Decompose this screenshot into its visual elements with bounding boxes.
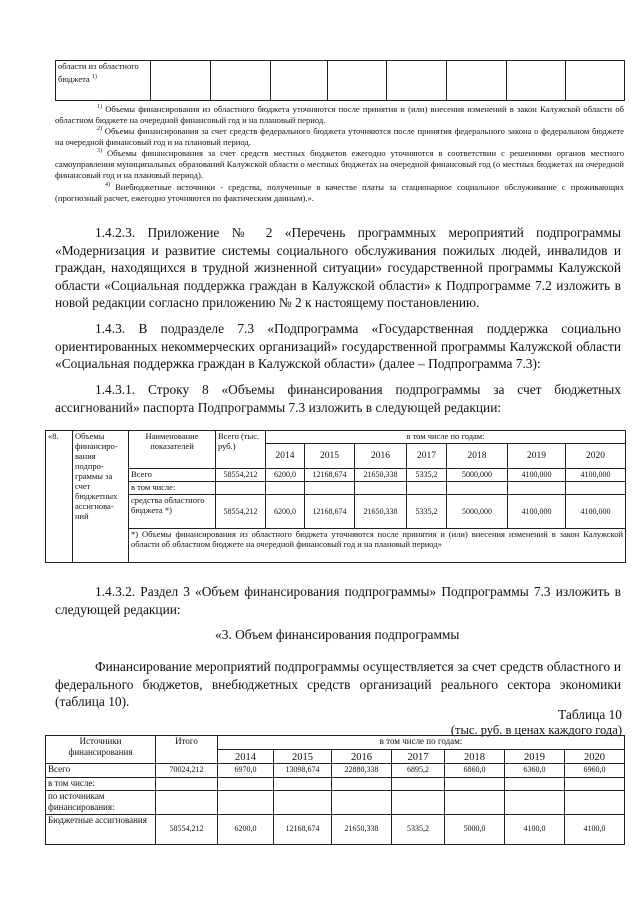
table-row: средства областного бюджета *) 58554,212 6200,0 12168,674 21650,338 5335,2 5000,000 4100,000 4100,000 bbox=[46, 495, 626, 529]
top-table-fragment bbox=[55, 60, 625, 101]
year-header: 2016 bbox=[332, 750, 392, 764]
paragraph-1-4-3: 1.4.3. В подразделе 7.3 «Подпрограмма «Государственная поддержка социально ориентированных некоммерческих организаций» государственной программы Калужской области «Социальная поддержка граждан в Калужской области» (далее – Подпрограмма 7.3): bbox=[55, 321, 621, 372]
col-total-header: Всего (тыс. руб.) bbox=[216, 431, 266, 469]
footnote-4: $^{4)}$ Внебюджетные источники - средства, полученные в качестве платы за стационарное социальное обслуживание с проживающих (прогнозный расчет, ежегодно уточняются по фактическим данным).». bbox=[55, 181, 624, 203]
paragraph-financing: Финансирование мероприятий подпрограммы осуществляется за счет средств областного и федерального бюджетов, внебюджетных средств организаций реального сектора экономики (таблица 10). bbox=[55, 659, 621, 710]
col-name-header: Наименование показателей bbox=[129, 431, 216, 469]
table-row: Всего 70024,212 6970,0 13098,674 22880,338 6895,2 6860,0 6360,0 6960,0 bbox=[46, 764, 625, 778]
row-number: «8. bbox=[46, 431, 73, 563]
table-note: *) Объемы финансирования из областного бюджета уточняются после принятия и (или) внесения изменений в закон Калужской области об областном бюджете на очередной финансовый год и на плановый период» bbox=[129, 529, 626, 563]
units-note: (тыс. руб. в ценах каждого года) bbox=[450, 723, 622, 737]
table-row: по источникам финансирования: bbox=[46, 791, 625, 815]
col-total-header: Итого bbox=[156, 736, 218, 764]
table-caption: Таблица 10 bbox=[558, 707, 622, 722]
footnote-2: $^{2)}$ Объемы финансирования за счет средств федерального бюджета уточняются после принятия федерального закона о федеральном бюджете на очередной финансовый год и на плановый период. bbox=[55, 125, 624, 147]
section-heading: «3. Объем финансирования подпрограммы bbox=[215, 627, 460, 642]
year-header: 2016 bbox=[355, 444, 407, 469]
year-header: 2019 bbox=[505, 750, 565, 764]
col-years-header: в том числе по годам: bbox=[218, 736, 625, 750]
paragraph-1-4-3-2: 1.4.3.2. Раздел 3 «Объем финансирования подпрограммы» Подпрограммы 7.3 изложить в следующей редакции: bbox=[55, 584, 621, 617]
footnote-1: $^{1)}$ Объемы финансирования из областного бюджета уточняются после принятия и (или) внесения изменений в закон Калужской области об областном бюджете на очередной финансовый год и на плановый период. bbox=[55, 103, 624, 125]
year-header: 2017 bbox=[392, 750, 445, 764]
year-header: 2017 bbox=[407, 444, 447, 469]
table-row: в том числе: bbox=[46, 482, 626, 495]
row-label: области из областного бюджета bbox=[58, 61, 139, 84]
table-row: Бюджетные ассигнования 58554,212 6200,0 12168,674 21650,338 5335,2 5000,0 4100,0 4100,0 bbox=[46, 815, 625, 845]
footnote-mark: 1) bbox=[91, 74, 97, 80]
year-header: 2014 bbox=[218, 750, 274, 764]
year-header: 2019 bbox=[508, 444, 566, 469]
year-header: 2015 bbox=[305, 444, 355, 469]
col-years-header: в том числе по годам: bbox=[266, 431, 626, 444]
year-header: 2015 bbox=[274, 750, 332, 764]
year-header: 2014 bbox=[266, 444, 305, 469]
table-row: Всего 58554,212 6200,0 12168,674 21650,338 5335,2 5000,000 4100,000 4100,000 bbox=[46, 469, 626, 482]
year-header: 2018 bbox=[447, 444, 508, 469]
paragraph-1-4-3-1: 1.4.3.1. Строку 8 «Объемы финансирования подпрограммы за счет бюджетных ассигнований» паспорта Подпрограммы 7.3 изложить в следующей редакции: bbox=[55, 382, 621, 415]
row-label-cell bbox=[56, 61, 151, 101]
table-10 bbox=[45, 735, 625, 845]
passport-table bbox=[45, 430, 626, 563]
year-header: 2020 bbox=[566, 444, 626, 469]
col-source-header: Источники финансирования bbox=[46, 736, 156, 764]
year-header: 2020 bbox=[565, 750, 625, 764]
row-title: Объемы финансиро-вания подпро-граммы за счет бюджетных ассигнова-ний bbox=[73, 431, 129, 563]
year-header: 2018 bbox=[445, 750, 505, 764]
table-row: в том числе: bbox=[46, 778, 625, 791]
footnote-3: $^{3)}$ Объемы финансирования за счет средств местных бюджетов ежегодно уточняются в соответствии с решениями органов местного самоуправления муниципальных образований Калужской области о местных бюджетах на очередной финансовый год (о местных бюджетах на очередной финансовый год и на плановый период). bbox=[55, 147, 624, 180]
paragraph-1-4-2-3: 1.4.2.3. Приложение № 2 «Перечень программных мероприятий подпрограммы «Модернизация и развитие системы социального обслуживания пожилых людей, инвалидов и граждан, находящихся в трудной жизненной ситуации» государственной программы Калужской области «Социальная поддержка граждан в Калужской области» к Подпрограмме 7.2 изложить в новой редакции согласно приложению № 2 к настоящему постановлению. bbox=[55, 225, 621, 311]
